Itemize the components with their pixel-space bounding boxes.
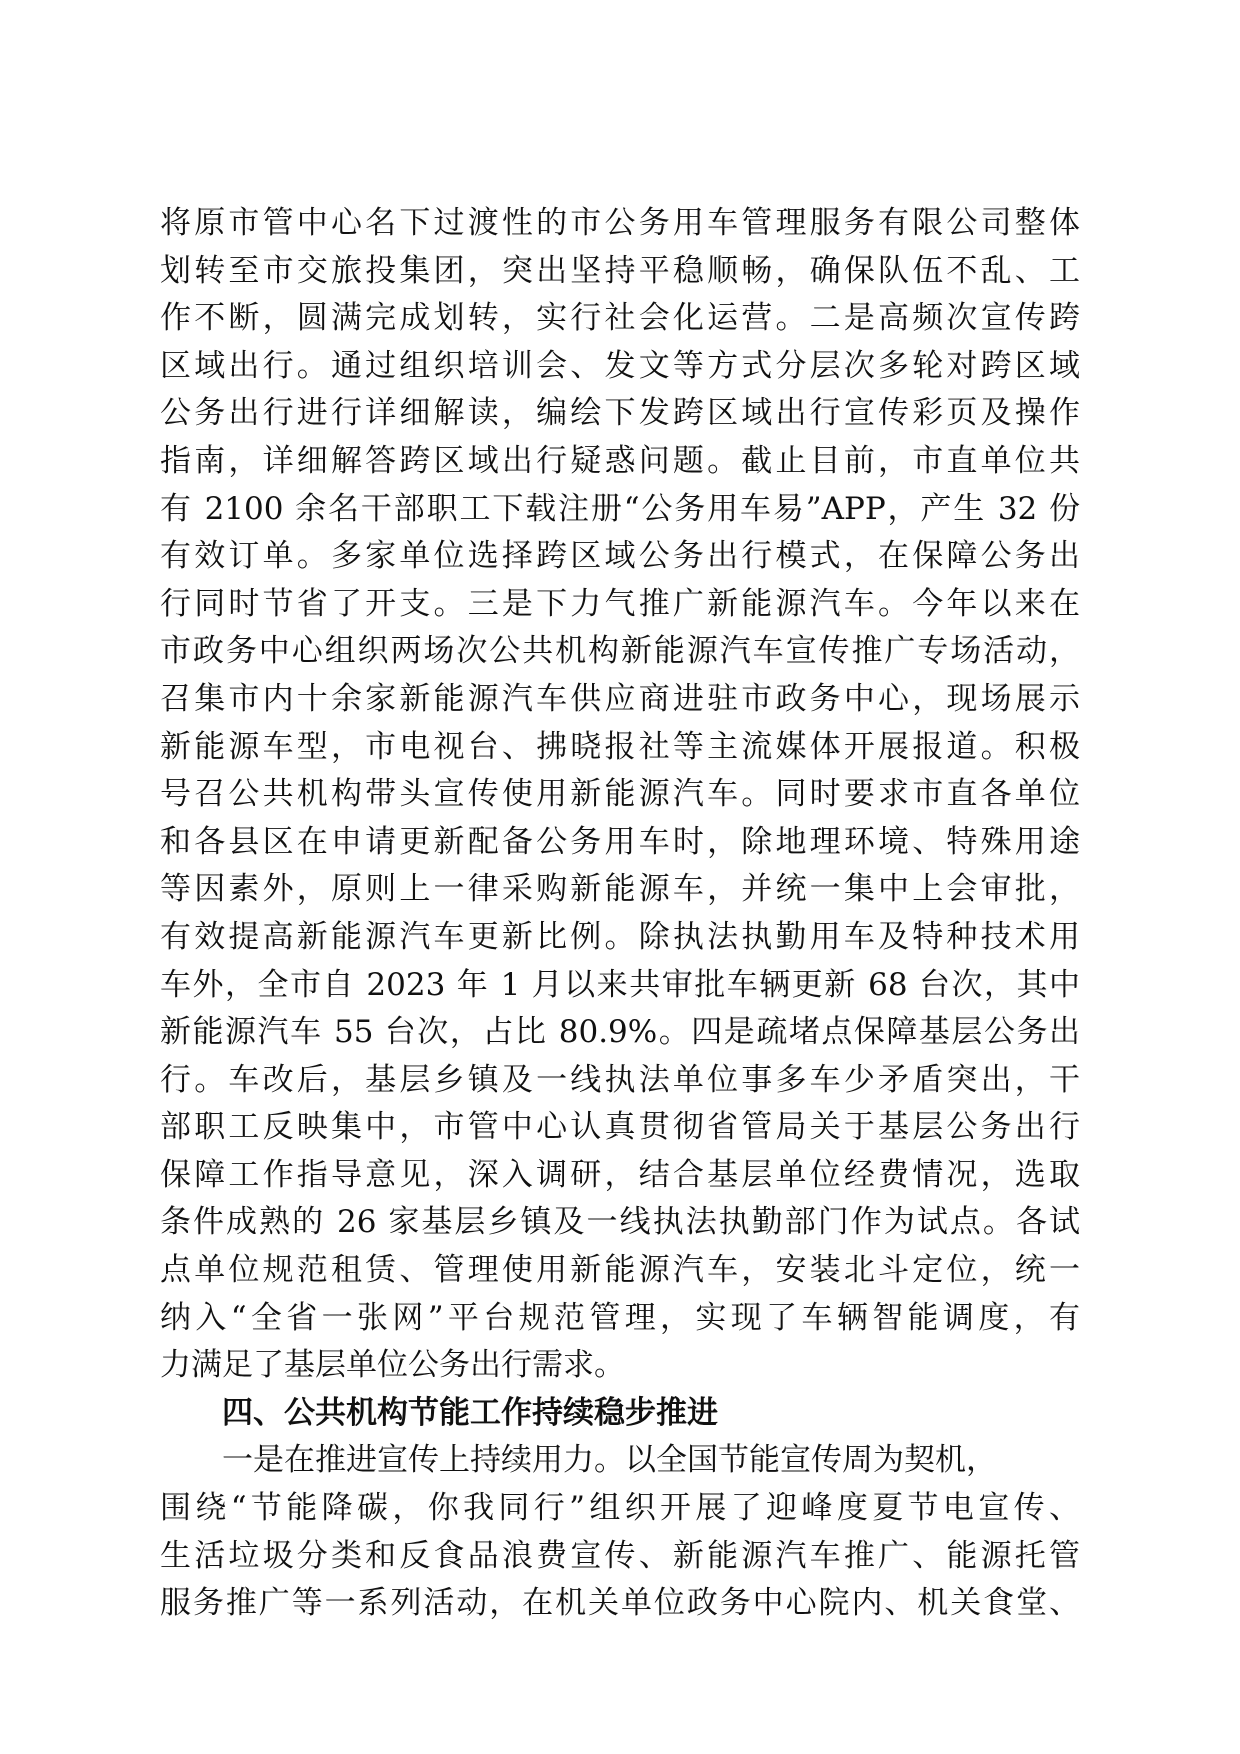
body-line: 和各县区在申请更新配备公务用车时，除地理环境、特殊用途 (160, 823, 1080, 860)
body-line: 区域出行。通过组织培训会、发文等方式分层次多轮对跨区域 (160, 347, 1080, 384)
section-heading: 四、公共机构节能工作持续稳步推进 (222, 1394, 718, 1431)
body-line: 力满足了基层单位公务出行需求。 (160, 1347, 625, 1384)
body-line: 有效订单。多家单位选择跨区域公务出行模式，在保障公务出 (160, 538, 1080, 575)
body-line: 作不断，圆满完成划转，实行社会化运营。二是高频次宣传跨 (160, 300, 1080, 337)
body-line: 召集市内十余家新能源汽车供应商进驻市政务中心，现场展示 (160, 680, 1080, 717)
body-line: 行同时节省了开支。三是下力气推广新能源汽车。今年以来在 (160, 585, 1080, 622)
body-line: 指南，详细解答跨区域出行疑惑问题。截止目前，市直单位共 (160, 442, 1080, 479)
body-line: 车外，全市自 2023 年 1 月以来共审批车辆更新 68 台次，其中 (160, 966, 1080, 1003)
body-line: 部职工反映集中，市管中心认真贯彻省管局关于基层公务出行 (160, 1109, 1080, 1146)
body-line: 划转至市交旅投集团，突出坚持平稳顺畅，确保队伍不乱、工 (160, 252, 1080, 289)
body-line: 服务推广等一系列活动，在机关单位政务中心院内、机关食堂、 (160, 1585, 1080, 1622)
body-line: 等因素外，原则上一律采购新能源车，并统一集中上会审批， (160, 871, 1080, 908)
body-line: 点单位规范租赁、管理使用新能源汽车，安装北斗定位，统一 (160, 1252, 1080, 1289)
body-line: 纳入“全省一张网”平台规范管理，实现了车辆智能调度，有 (160, 1299, 1080, 1336)
body-line: 号召公共机构带头宣传使用新能源汽车。同时要求市直各单位 (160, 776, 1080, 813)
body-line: 保障工作指导意见，深入调研，结合基层单位经费情况，选取 (160, 1156, 1080, 1193)
body-line: 将原市管中心名下过渡性的市公务用车管理服务有限公司整体 (160, 205, 1080, 241)
body-line: 新能源车型，市电视台、拂晓报社等主流媒体开展报道。积极 (160, 728, 1080, 765)
body-line: 公务出行进行详细解读，编绘下发跨区域出行宣传彩页及操作 (160, 395, 1080, 432)
body-line: 一是在推进宣传上持续用力。以全国节能宣传周为契机， (222, 1442, 997, 1479)
body-line: 有 2100 余名干部职工下载注册“公务用车易”APP，产生 32 份 (160, 490, 1080, 527)
body-line: 生活垃圾分类和反食品浪费宣传、新能源汽车推广、能源托管 (160, 1537, 1080, 1574)
body-line: 有效提高新能源汽车更新比例。除执法执勤用车及特种技术用 (160, 918, 1080, 955)
body-line: 新能源汽车 55 台次，占比 80.9%。四是疏堵点保障基层公务出 (160, 1014, 1080, 1051)
body-line: 市政务中心组织两场次公共机构新能源汽车宣传推广专场活动， (160, 633, 1080, 670)
body-line: 条件成熟的 26 家基层乡镇及一线执法执勤部门作为试点。各试 (160, 1204, 1080, 1241)
body-line: 行。车改后，基层乡镇及一线执法单位事多车少矛盾突出，干 (160, 1061, 1080, 1098)
body-line: 围绕“节能降碳，你我同行”组织开展了迎峰度夏节电宣传、 (160, 1490, 1080, 1527)
document-body (160, 200, 1080, 1628)
